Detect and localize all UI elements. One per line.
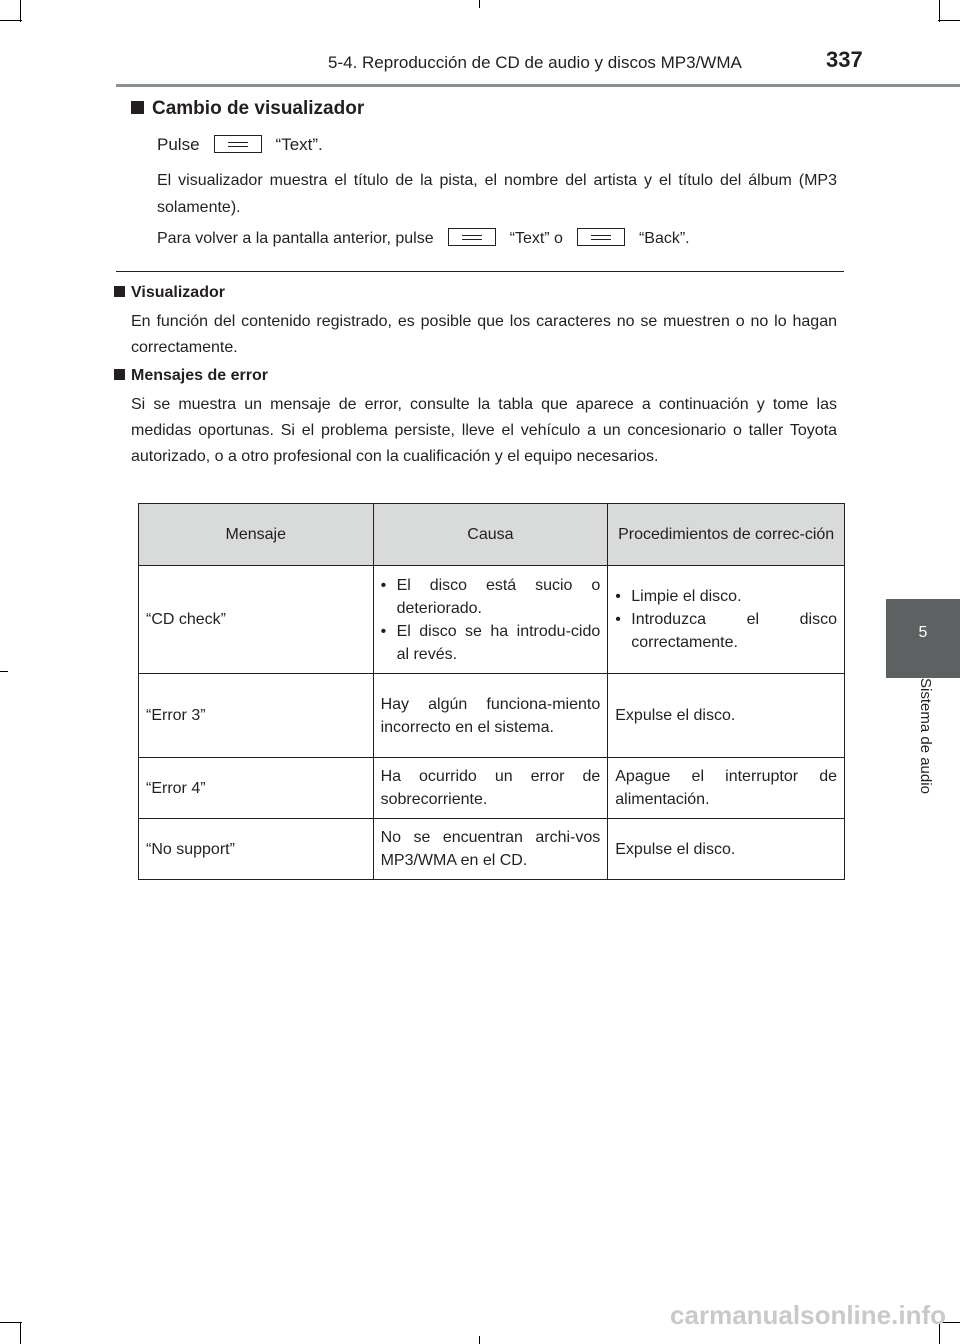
crop-mark — [0, 1322, 22, 1323]
press-prefix: Pulse — [157, 135, 200, 154]
back-middle: “Text” o — [509, 230, 563, 247]
back-suffix: “Back”. — [638, 230, 690, 247]
fix-cell: Apague el interruptor de alimentación. — [608, 758, 845, 819]
screen-button-icon — [448, 228, 496, 246]
note-text: En función del contenido registrado, es posible que los caracteres no se muestren o no lo hagan correctamente. — [131, 313, 837, 356]
note-heading — [114, 367, 268, 385]
press-instruction — [157, 131, 323, 159]
fix-cell: Expulse el disco. — [608, 674, 845, 758]
list-item: • El disco se ha introdu-cido al revés. — [381, 620, 601, 666]
list-item: • Introduzca el disco correctamente. — [615, 608, 837, 654]
note-heading-text: Mensajes de error — [131, 367, 268, 384]
crop-mark — [479, 1336, 480, 1344]
crop-mark — [0, 20, 22, 21]
section-divider — [116, 271, 844, 272]
column-header: Causa — [373, 504, 608, 566]
back-instruction — [157, 225, 690, 252]
watermark: carmanualsonline.info — [670, 1300, 946, 1330]
crop-mark — [938, 20, 960, 21]
press-suffix: “Text”. — [275, 135, 323, 154]
message-cell: “Error 3” — [139, 674, 374, 758]
list-item: • Limpie el disco. — [615, 585, 837, 608]
crop-mark — [939, 0, 940, 22]
list-item: • El disco está sucio o deteriorado. — [381, 574, 601, 620]
cause-cell: Hay algún funciona-miento incorrecto en el sistema. — [373, 674, 608, 758]
square-bullet-icon — [114, 369, 125, 380]
fix-cell — [608, 566, 845, 674]
square-bullet-icon — [131, 101, 144, 114]
table-row — [139, 819, 845, 880]
fix-cell: Expulse el disco. — [608, 819, 845, 880]
screen-button-icon — [214, 135, 262, 153]
chapter-number: 5 — [918, 624, 928, 641]
screen-button-icon — [577, 228, 625, 246]
message-cell: “CD check” — [139, 566, 374, 674]
note-heading-text: Visualizador — [131, 284, 225, 301]
page-number: 337 — [826, 47, 863, 72]
cause-cell: Ha ocurrido un error de sobrecorriente. — [373, 758, 608, 819]
cause-cell: No se encuentran archi-vos MP3/WMA en el CD. — [373, 819, 608, 880]
table-row — [139, 674, 845, 758]
table-row — [139, 566, 845, 674]
header-rule — [116, 84, 960, 87]
section-heading — [131, 98, 364, 120]
crop-mark — [479, 0, 480, 8]
back-prefix: Para volver a la pantalla anterior, pulse — [157, 230, 434, 247]
square-bullet-icon — [114, 286, 125, 297]
chapter-label: Sistema de audio — [917, 678, 934, 794]
error-table — [138, 503, 845, 880]
table-row — [139, 758, 845, 819]
section-title: 5-4. Reproducción de CD de audio y discos MP3/WMA — [328, 53, 742, 72]
crop-mark — [0, 671, 8, 672]
note-heading — [114, 284, 225, 302]
section-heading-text: Cambio de visualizador — [152, 98, 365, 119]
column-header: Procedimientos de correc-ción — [608, 504, 845, 566]
crop-mark — [20, 1322, 21, 1344]
crop-mark — [20, 0, 21, 22]
cause-cell — [373, 566, 608, 674]
column-header: Mensaje — [139, 504, 374, 566]
message-cell: “Error 4” — [139, 758, 374, 819]
table-header-row — [139, 504, 845, 566]
display-description: El visualizador muestra el título de la pista, el nombre del artista y el título del álbum (MP3 solamente). — [157, 172, 837, 216]
note-text: Si se muestra un mensaje de error, consulte la tabla que aparece a continuación y tome las medidas oportunas. Si el problema persiste, lleve el vehículo a un concesionario o taller Toyota autorizado, o a otro profesional con la cualificación y el equipo necesarios. — [131, 396, 837, 465]
message-cell: “No support” — [139, 819, 374, 880]
